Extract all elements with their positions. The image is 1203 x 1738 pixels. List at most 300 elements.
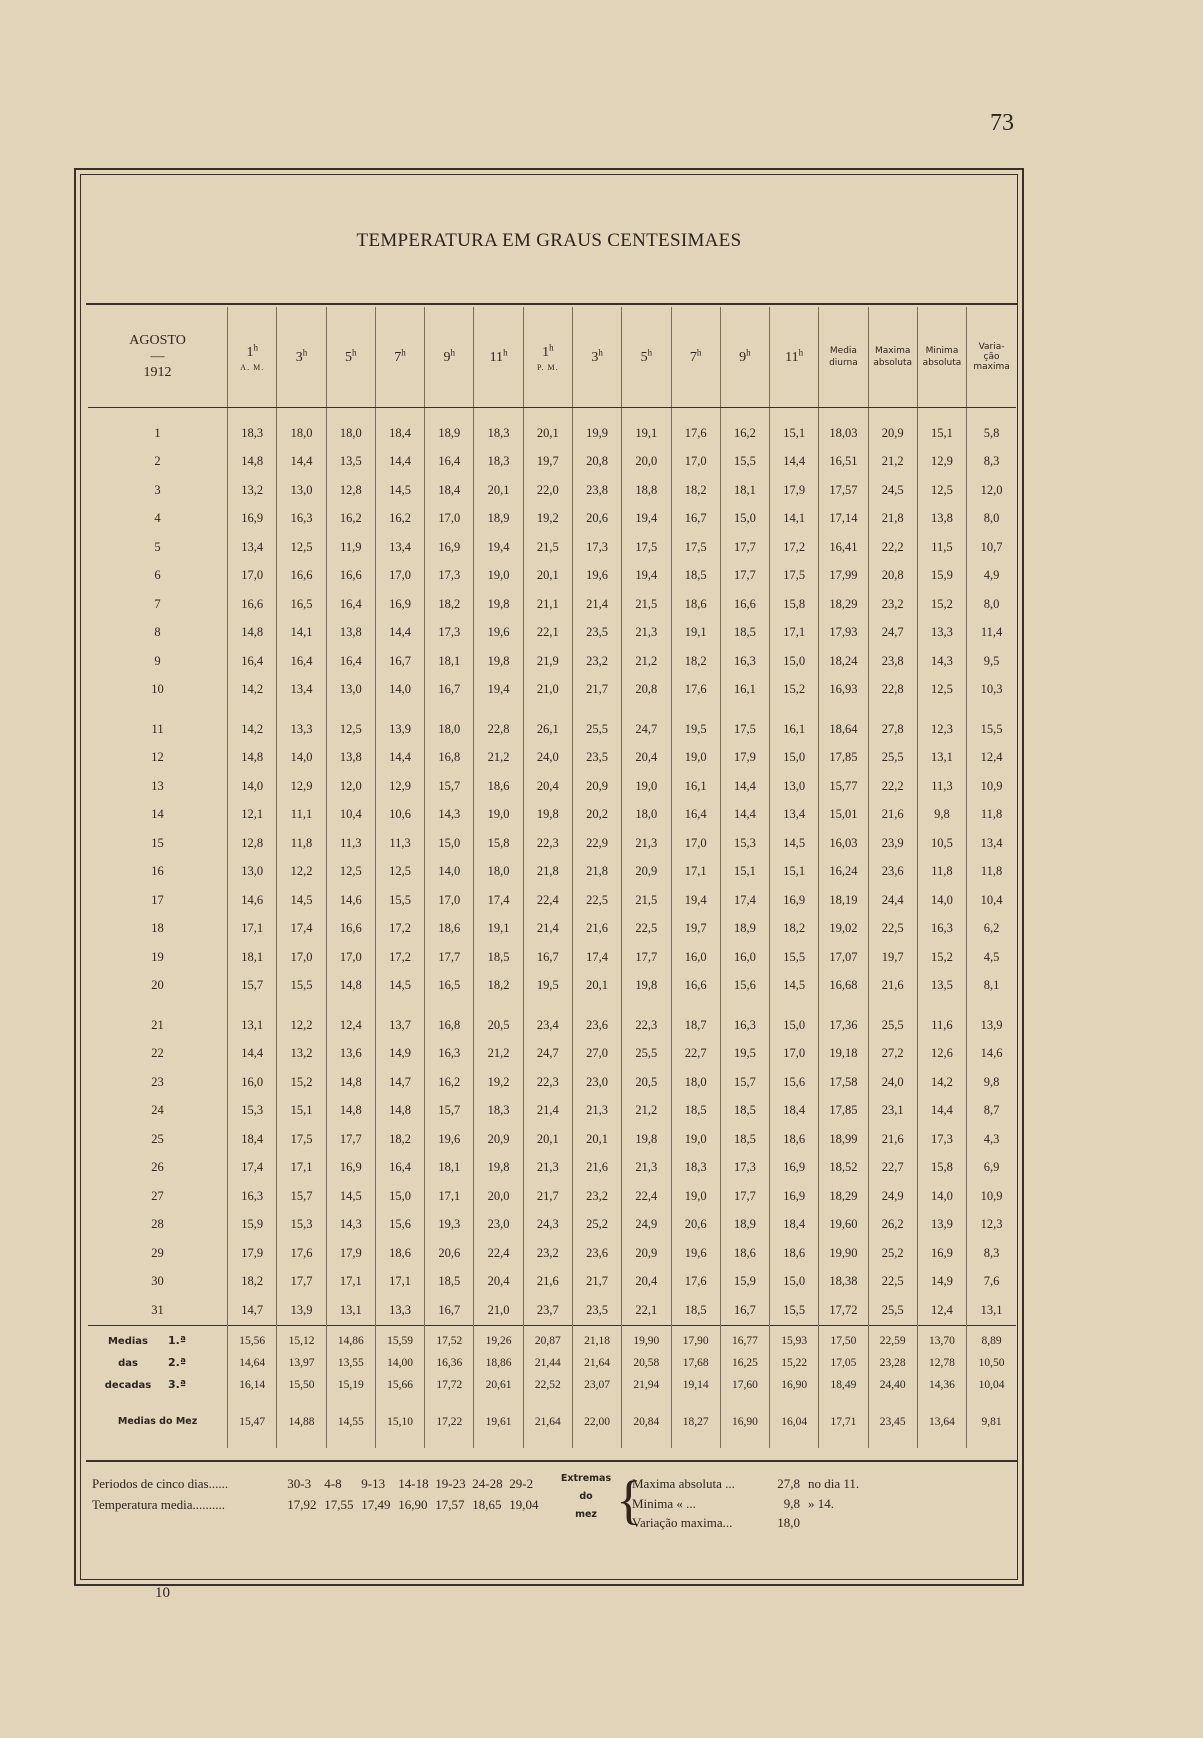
cell-value: 4,9 [967, 562, 1016, 591]
cell-value: 17,4 [277, 915, 326, 944]
day-number: 3 [154, 482, 161, 497]
cell-value: 14,64 [228, 1352, 277, 1374]
cell-value: 12,4 [917, 1296, 966, 1325]
cell-value: 12,0 [326, 772, 375, 801]
cell-value: 14,7 [375, 1068, 424, 1097]
cell-value: 18,9 [474, 505, 523, 534]
cell-value: 22,5 [622, 915, 671, 944]
cell-value: 9,8 [917, 801, 966, 830]
cell-value: 14,4 [770, 448, 819, 477]
cell-value: 17,0 [671, 448, 720, 477]
header-row [88, 307, 1016, 408]
cell-value: 19,2 [523, 505, 572, 534]
cell-value: 24,0 [868, 1068, 917, 1097]
cell-value: 18,86 [474, 1352, 523, 1374]
cell-value: 17,4 [572, 943, 621, 972]
cell-value: 18,5 [720, 1125, 769, 1154]
cell-value: 14,3 [917, 647, 966, 676]
cell-value: 17,2 [375, 915, 424, 944]
table-row [88, 1097, 1016, 1126]
cell-value: 19,4 [622, 562, 671, 591]
header-hour [572, 307, 621, 408]
day-number: 28 [151, 1217, 164, 1232]
cell-value: 21,6 [572, 1154, 621, 1183]
cell-value: 15,7 [228, 972, 277, 1001]
cell-value: 15,0 [425, 829, 474, 858]
hour-label: 9$^h$ [739, 347, 751, 366]
cell-value: 16,77 [720, 1325, 769, 1352]
cell-value: 19,0 [671, 1125, 720, 1154]
cell-value: 15,7 [425, 1097, 474, 1126]
cell-value: 23,7 [523, 1296, 572, 1325]
header-maxima-absoluta [868, 307, 917, 408]
day-number: 10 [151, 682, 164, 697]
cell-value: 11,8 [917, 858, 966, 887]
cell-value: 15,8 [917, 1154, 966, 1183]
bottom-rule [86, 1460, 1018, 1462]
cell-value: 25,5 [868, 1296, 917, 1325]
day-number: 9 [154, 653, 161, 668]
cell-value: 17,9 [720, 744, 769, 773]
cell-value: 18,19 [819, 886, 868, 915]
cell-value: 16,4 [671, 801, 720, 830]
cell-value: 24,0 [523, 744, 572, 773]
cell-value: 12,2 [277, 1000, 326, 1040]
cell-value: 15,8 [474, 829, 523, 858]
cell-value: 11,3 [375, 829, 424, 858]
hour-label: 1$^h$ [246, 342, 258, 360]
cell-value: 20,4 [474, 1268, 523, 1297]
cell-value: 18,64 [819, 704, 868, 744]
cell-value: 18,1 [228, 943, 277, 972]
cell-value: 20,4 [622, 744, 671, 773]
cell-value: 19,7 [523, 448, 572, 477]
cell-value: 16,25 [720, 1352, 769, 1374]
cell-value: 17,6 [277, 1239, 326, 1268]
cell-value: 17,9 [326, 1239, 375, 1268]
cell-value: 15,12 [277, 1325, 326, 1352]
extremas-row [632, 1474, 859, 1494]
cell-value: 17,71 [819, 1396, 868, 1448]
cell-value: 19,0 [474, 562, 523, 591]
table-row [88, 562, 1016, 591]
cell-value: 17,5 [720, 704, 769, 744]
cell-value: 18,0 [425, 704, 474, 744]
decade-number: 2.ª [168, 1356, 187, 1369]
cell-value: 24,7 [868, 619, 917, 648]
cell-value: 17,90 [671, 1325, 720, 1352]
cell-value: 23,6 [572, 1239, 621, 1268]
day-number: 15 [151, 835, 164, 850]
cell-value: 17,0 [375, 562, 424, 591]
cell-value: 16,2 [375, 505, 424, 534]
cell-value: 18,3 [474, 408, 523, 448]
cell-value: 21,2 [474, 1040, 523, 1069]
cell-value: 16,7 [425, 1296, 474, 1325]
day-number: 18 [151, 921, 164, 936]
header-minima-absoluta-line: absoluta [922, 358, 962, 368]
cell-value: 22,5 [868, 915, 917, 944]
cell-value: 18,52 [819, 1154, 868, 1183]
cell-value: 18,29 [819, 1182, 868, 1211]
day-number: 25 [151, 1131, 164, 1146]
day-number: 16 [151, 864, 164, 879]
cell-value: 19,9 [572, 408, 621, 448]
cell-value: 15,0 [770, 647, 819, 676]
day-number: 13 [151, 778, 164, 793]
cell-value: 13,1 [326, 1296, 375, 1325]
day-number: 1 [154, 425, 161, 440]
cell-value: 19,8 [622, 972, 671, 1001]
cell-value: 14,0 [425, 858, 474, 887]
cell-value: 19,0 [671, 1182, 720, 1211]
cell-value: 22,4 [622, 1182, 671, 1211]
cell-value: 16,2 [425, 1068, 474, 1097]
table-row [88, 1040, 1016, 1069]
cell-value: 8,3 [967, 448, 1016, 477]
cell-value: 14,4 [228, 1040, 277, 1069]
cell-value: 14,2 [917, 1068, 966, 1097]
cell-value: 12,8 [326, 476, 375, 505]
cell-value: 14,4 [375, 619, 424, 648]
header-minima-absoluta-line: Minima [925, 346, 959, 356]
periods-block [92, 1476, 546, 1518]
day-number: 2 [154, 454, 161, 469]
hour-ampm: P. M. [536, 362, 559, 372]
cell-value: 14,4 [277, 448, 326, 477]
cell-value: 17,3 [425, 562, 474, 591]
periods-values [287, 1476, 546, 1492]
cell-value: 14,86 [326, 1325, 375, 1352]
day-number: 24 [151, 1103, 164, 1118]
cell-value: 19,61 [474, 1396, 523, 1448]
cell-value: 16,04 [770, 1396, 819, 1448]
cell-value: 17,1 [770, 619, 819, 648]
cell-value: 14,9 [917, 1268, 966, 1297]
cell-value: 16,4 [375, 1154, 424, 1183]
cell-value: 13,8 [326, 619, 375, 648]
extremas-value: 27,8 [777, 1476, 800, 1491]
cell-value: 23,5 [572, 744, 621, 773]
cell-value: 12,5 [326, 704, 375, 744]
cell-value: 15,7 [425, 772, 474, 801]
cell-value: 17,6 [671, 676, 720, 705]
cell-value: 16,7 [375, 647, 424, 676]
extremas-key: Variação maxima... [632, 1515, 733, 1530]
cell-value: 16,1 [720, 676, 769, 705]
cell-value: 18,4 [375, 408, 424, 448]
cell-value: 19,14 [671, 1374, 720, 1396]
cell-value: 19,8 [474, 590, 523, 619]
cell-value: 17,7 [720, 562, 769, 591]
cell-value: 6,9 [967, 1154, 1016, 1183]
cell-value: 12,5 [375, 858, 424, 887]
cell-value: 19,7 [868, 943, 917, 972]
cell-value: 25,5 [868, 1000, 917, 1040]
periods-label: Periodos de cinco dias...... [92, 1476, 229, 1491]
cell-value: 23,6 [868, 858, 917, 887]
table-row [88, 886, 1016, 915]
cell-value: 22,5 [572, 886, 621, 915]
cell-value: 22,1 [523, 619, 572, 648]
cell-value: 24,9 [622, 1211, 671, 1240]
day-number: 6 [154, 568, 161, 583]
cell-value: 14,0 [375, 676, 424, 705]
cell-value: 17,7 [425, 943, 474, 972]
cell-value: 21,8 [868, 505, 917, 534]
cell-value: 10,3 [967, 676, 1016, 705]
cell-value: 21,64 [572, 1352, 621, 1374]
cell-value: 15,0 [770, 1268, 819, 1297]
decade-label-word: decadas [104, 1380, 152, 1391]
cell-value: 21,7 [523, 1182, 572, 1211]
cell-value: 16,6 [277, 562, 326, 591]
day-number: 4 [154, 511, 161, 526]
cell-value: 18,6 [770, 1239, 819, 1268]
cell-value: 21,3 [622, 829, 671, 858]
cell-value: 19,5 [523, 972, 572, 1001]
cell-value: 21,6 [868, 1125, 917, 1154]
cell-value: 12,3 [967, 1211, 1016, 1240]
cell-value: 13,9 [917, 1211, 966, 1240]
cell-value: 19,0 [671, 744, 720, 773]
cell-value: 15,9 [228, 1211, 277, 1240]
cell-value: 19,3 [425, 1211, 474, 1240]
cell-value: 8,7 [967, 1097, 1016, 1126]
cell-value: 9,8 [967, 1068, 1016, 1097]
cell-value: 19,5 [671, 704, 720, 744]
cell-value: 16,2 [326, 505, 375, 534]
period-temp: 19,04 [509, 1497, 539, 1512]
extremas-value: 18,0 [777, 1515, 800, 1530]
cell-value: 10,04 [967, 1374, 1016, 1396]
hour-label: 3$^h$ [295, 347, 308, 366]
hour-suffix: h [503, 347, 508, 358]
table-row [88, 1182, 1016, 1211]
hour-label: 1$^h$ [542, 342, 554, 360]
cell-value: 21,9 [523, 647, 572, 676]
hour-label: 11$^h$ [489, 347, 508, 366]
day-number: 31 [151, 1302, 164, 1317]
cell-value: 25,2 [572, 1211, 621, 1240]
cell-value: 16,7 [720, 1296, 769, 1325]
cell-value: 18,1 [720, 476, 769, 505]
cell-value: 8,0 [967, 505, 1016, 534]
day-number: 11 [151, 721, 164, 736]
cell-value: 23,28 [868, 1352, 917, 1374]
cell-value: 18,49 [819, 1374, 868, 1396]
cell-value: 11,5 [917, 533, 966, 562]
cell-value: 18,1 [425, 647, 474, 676]
cell-value: 19,8 [474, 647, 523, 676]
cell-value: 16,9 [228, 505, 277, 534]
cell-value: 21,5 [622, 590, 671, 619]
cell-value: 13,5 [326, 448, 375, 477]
table-row [88, 448, 1016, 477]
table-row [88, 915, 1016, 944]
cell-value: 12,1 [228, 801, 277, 830]
period-value: 14-18 [398, 1476, 429, 1491]
cell-value: 16,7 [425, 676, 474, 705]
cell-value: 15,9 [917, 562, 966, 591]
cell-value: 14,4 [375, 448, 424, 477]
cell-value: 18,4 [770, 1211, 819, 1240]
header-hour [474, 307, 523, 408]
cell-value: 17,99 [819, 562, 868, 591]
cell-value: 14,8 [326, 972, 375, 1001]
cell-value: 18,24 [819, 647, 868, 676]
cell-value: 21,6 [868, 972, 917, 1001]
table-row [88, 647, 1016, 676]
cell-value: 22,5 [868, 1268, 917, 1297]
temp-media-label: Temperatura media.......... [92, 1497, 226, 1512]
cell-value: 14,1 [277, 619, 326, 648]
cell-value: 13,1 [917, 744, 966, 773]
decade-label [88, 1352, 228, 1374]
cell-value: 12,5 [326, 858, 375, 887]
cell-value: 18,8 [622, 476, 671, 505]
table-row [88, 943, 1016, 972]
cell-value: 14,88 [277, 1396, 326, 1448]
cell-value: 18,6 [770, 1125, 819, 1154]
cell-value: 21,18 [572, 1325, 621, 1352]
cell-value: 18,6 [474, 772, 523, 801]
cell-value: 11,3 [326, 829, 375, 858]
cell-value: 18,2 [671, 476, 720, 505]
cell-value: 16,3 [720, 647, 769, 676]
period-value: 24-28 [472, 1476, 503, 1491]
cell-value: 12,5 [917, 676, 966, 705]
cell-value: 17,60 [720, 1374, 769, 1396]
cell-value: 18,5 [425, 1268, 474, 1297]
header-hour [326, 307, 375, 408]
cell-value: 24,9 [868, 1182, 917, 1211]
extremas-label-line: Extremas [560, 1473, 612, 1484]
cell-value: 13,4 [967, 829, 1016, 858]
cell-value: 23,2 [572, 1182, 621, 1211]
decade-label [88, 1325, 228, 1352]
cell-value: 12,3 [917, 704, 966, 744]
cell-value: 19,6 [671, 1239, 720, 1268]
cell-value: 20,84 [622, 1396, 671, 1448]
cell-value: 21,2 [622, 647, 671, 676]
cell-value: 14,8 [228, 448, 277, 477]
cell-value: 16,5 [425, 972, 474, 1001]
cell-value: 23,5 [572, 619, 621, 648]
hour-suffix: h [450, 347, 456, 358]
cell-value: 17,0 [425, 505, 474, 534]
cell-value: 22,7 [671, 1040, 720, 1069]
cell-value: 23,45 [868, 1396, 917, 1448]
cell-value: 18,3 [474, 448, 523, 477]
cell-value: 19,90 [819, 1239, 868, 1268]
period-temp: 17,49 [361, 1497, 391, 1512]
cell-value: 17,3 [572, 533, 621, 562]
header-variacao-line: ção [983, 352, 1000, 362]
header-hour [425, 307, 474, 408]
cell-value: 18,03 [819, 408, 868, 448]
cell-value: 12,6 [917, 1040, 966, 1069]
header-variacao-line: maxima [973, 362, 1010, 372]
cell-value: 15,2 [917, 590, 966, 619]
cell-value: 20,1 [523, 1125, 572, 1154]
cell-value: 17,0 [770, 1040, 819, 1069]
header-maxima-absoluta-line: Maxima [875, 346, 911, 356]
cell-value: 15,6 [770, 1068, 819, 1097]
decade-label-word: Medias [107, 1336, 149, 1347]
cell-value: 25,2 [868, 1239, 917, 1268]
cell-value: 16,3 [277, 505, 326, 534]
cell-value: 18,6 [671, 590, 720, 619]
cell-value: 21,0 [523, 676, 572, 705]
cell-value: 17,72 [425, 1374, 474, 1396]
cell-value: 14,36 [917, 1374, 966, 1396]
period-value: 9-13 [361, 1476, 386, 1491]
cell-value: 6,2 [967, 915, 1016, 944]
cell-value: 23,2 [523, 1239, 572, 1268]
table-row [88, 476, 1016, 505]
cell-value: 20,9 [474, 1125, 523, 1154]
cell-value: 23,9 [868, 829, 917, 858]
cell-value: 13,4 [770, 801, 819, 830]
cell-value: 15,5 [375, 886, 424, 915]
cell-value: 26,2 [868, 1211, 917, 1240]
cell-value: 23,2 [572, 647, 621, 676]
cell-value: 16,1 [770, 704, 819, 744]
cell-value: 17,5 [622, 533, 671, 562]
header-variacao-line: Varia- [978, 342, 1005, 352]
header-variacao-maxima [967, 307, 1016, 408]
cell-value: 14,7 [228, 1296, 277, 1325]
table-header [88, 307, 1016, 408]
cell-value: 23,0 [572, 1068, 621, 1097]
cell-value: 15,1 [277, 1097, 326, 1126]
cell-value: 18,4 [228, 1125, 277, 1154]
cell-value: 17,2 [375, 943, 424, 972]
extremas-row [632, 1513, 859, 1533]
cell-value: 15,77 [819, 772, 868, 801]
cell-value: 11,3 [917, 772, 966, 801]
cell-value: 17,1 [425, 1182, 474, 1211]
cell-value: 18,5 [720, 619, 769, 648]
header-hour [671, 307, 720, 408]
cell-value: 21,4 [572, 590, 621, 619]
table-body [88, 408, 1016, 1448]
cell-value: 13,2 [277, 1040, 326, 1069]
cell-value: 17,5 [671, 533, 720, 562]
cell-value: 14,8 [228, 744, 277, 773]
cell-value: 17,1 [375, 1268, 424, 1297]
cell-value: 15,5 [277, 972, 326, 1001]
cell-value: 18,3 [228, 408, 277, 448]
cell-value: 22,9 [572, 829, 621, 858]
cell-value: 14,0 [228, 772, 277, 801]
cell-value: 18,27 [671, 1396, 720, 1448]
cell-value: 18,99 [819, 1125, 868, 1154]
cell-value: 10,7 [967, 533, 1016, 562]
cell-value: 11,8 [967, 801, 1016, 830]
cell-value: 17,6 [671, 408, 720, 448]
cell-value: 10,4 [326, 801, 375, 830]
decade-row [88, 1374, 1016, 1396]
cell-value: 17,7 [720, 533, 769, 562]
cell-value: 14,00 [375, 1352, 424, 1374]
hour-suffix: h [696, 347, 702, 358]
cell-value: 15,1 [720, 858, 769, 887]
cell-value: 16,90 [770, 1374, 819, 1396]
cell-value: 20,4 [523, 772, 572, 801]
cell-value: 21,6 [523, 1268, 572, 1297]
